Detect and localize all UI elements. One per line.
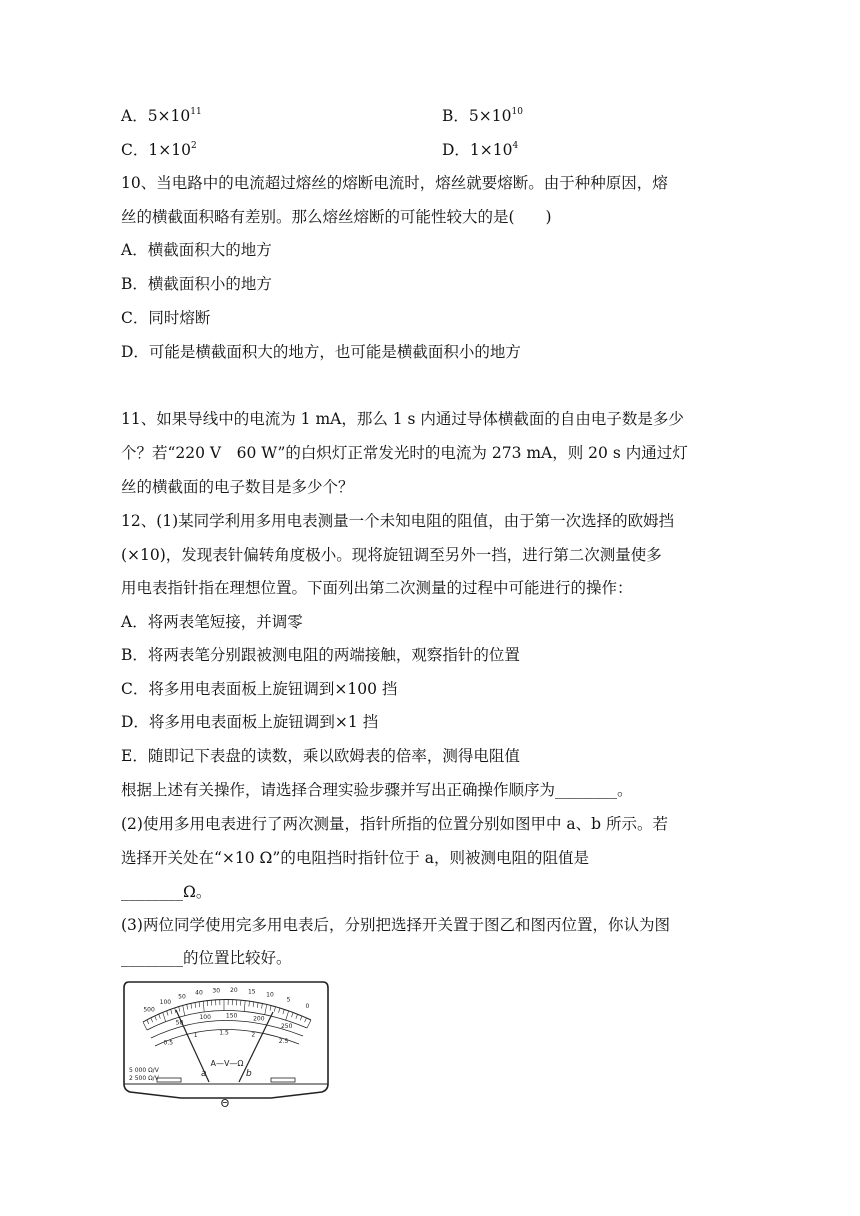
scale-label: 0 — [305, 1003, 310, 1011]
sensitivity-label-2: 2 500 Ω/V — [129, 1075, 159, 1082]
q12-part2-line-3: ________Ω。 — [121, 883, 212, 901]
dial-tick — [274, 1007, 275, 1012]
scale-label: 150 — [225, 1012, 238, 1020]
dial-tick — [270, 1005, 271, 1010]
scale-label: 40 — [195, 989, 203, 997]
dial-tick — [159, 1014, 161, 1019]
q12-option-b: B．将两表笔分别跟被测电阻的两端接触，观察指针的位置 — [121, 646, 520, 664]
q10-stem-line-2: 丝的横截面积略有差别。那么熔丝熔断的可能性较大的是( ) — [121, 208, 552, 226]
pointer-b-label: b — [246, 1069, 252, 1079]
scale-label: 100 — [199, 1013, 211, 1021]
dial-tick — [199, 1002, 200, 1007]
dial-tick — [167, 1011, 168, 1016]
dial-tick — [296, 1014, 298, 1018]
scale-label: 100 — [159, 999, 172, 1007]
q12-line-1: 12、(1)某同学利用多用电表测量一个未知电阻的阻值，由于第一次选择的欧姆挡 — [121, 512, 675, 530]
multimeter-dial-figure — [121, 980, 331, 1112]
q12-part2-line-1: (2)使用多用电表进行了两次测量，指针所指的位置分别如图甲中 a、b 所示。若 — [121, 815, 668, 833]
q10-option-a: A．横截面积大的地方 — [121, 241, 272, 259]
q12-order-prompt: 根据上述有关操作，请选择合理实验步骤并写出正确操作顺序为________。 — [121, 781, 633, 799]
q10-option-d: D．可能是横截面积大的地方，也可能是横截面积小的地方 — [121, 343, 521, 361]
scale-label: 250 — [280, 1022, 293, 1030]
dial-tick — [307, 1020, 311, 1028]
dial-tick — [286, 1011, 289, 1020]
dial-tick — [187, 1004, 188, 1009]
q12-option-a: A．将两表笔短接，并调零 — [121, 613, 303, 631]
dial-tick — [265, 1004, 267, 1014]
dial-tick — [300, 1016, 302, 1020]
q12-part3-line-2: ________的位置比较好。 — [121, 949, 292, 967]
dial-tick — [195, 1002, 196, 1007]
dial-tick — [183, 1005, 185, 1015]
scale-label: 15 — [247, 988, 256, 996]
dial-tick — [151, 1018, 153, 1022]
q12-option-d: D．将多用电表面板上旋钮调到×1 挡 — [121, 713, 379, 731]
dial-tick — [155, 1016, 157, 1020]
q9-option-b: B．$5\times 10^{10}$ — [442, 107, 523, 125]
q9-option-a: A．$5\times 10^{11}$ — [121, 107, 202, 125]
dial-tick — [179, 1007, 180, 1012]
q10-option-b: B．横截面积小的地方 — [121, 275, 272, 293]
q9-option-d: D．$1\times 10^4$ — [442, 141, 519, 159]
dial-tick — [143, 1022, 147, 1030]
q10-stem-line-1: 10、当电路中的电流超过熔丝的熔断电流时，熔丝就要熔断。由于种种原因，熔 — [121, 174, 668, 192]
scale-label: 5 — [286, 996, 291, 1004]
scale-label: 1 — [193, 1032, 198, 1040]
q12-part3-line-1: (3)两位同学使用完多用电表后，分别把选择开关置于图乙和图丙位置，你认为图 — [121, 916, 670, 934]
sensitivity-label-1: 5 000 Ω/V — [129, 1067, 159, 1074]
scale-label: 0.5 — [163, 1039, 174, 1047]
dial-tick — [147, 1020, 149, 1024]
q12-option-e: E．随即记下表盘的读数，乘以欧姆表的倍率，测得电阻值 — [121, 747, 520, 765]
q11-line-2: 个？若“220 V 60 W”的白炽灯正常发光时的电流为 273 mA，则 20 s 内通过灯 — [121, 444, 688, 462]
q12-option-c: C．将多用电表面板上旋钮调到×100 挡 — [121, 680, 398, 698]
dial-tick — [249, 1001, 250, 1006]
scale-label: 1.5 — [219, 1029, 229, 1037]
scale-label: 50 — [178, 993, 186, 1001]
dial-tick — [244, 1001, 245, 1012]
scale-label: 10 — [266, 991, 274, 999]
q12-line-3: 用电表指针指在理想位置。下面列出第二次测量的过程中可能进行的操作： — [121, 579, 633, 597]
dial-tick — [279, 1008, 280, 1013]
dial-tick — [262, 1003, 263, 1008]
q11-line-1: 11、如果导线中的电流为 1 mA，那么 1 s 内通过导体横截面的自由电子数是多少 — [121, 410, 684, 428]
q11-line-3: 丝的横截面的电子数目是多少个？ — [121, 478, 354, 496]
dial-tick — [305, 1018, 307, 1022]
scale-label: 2 — [251, 1031, 256, 1039]
pointer-a-label: a — [201, 1069, 207, 1079]
q12-part2-line-2: 选择开关处在“×10 Ω”的电阻挡时指针位于 a，则被测电阻的阻值是 — [121, 849, 590, 867]
dial-tick — [171, 1009, 172, 1014]
q12-line-2: (×10)，发现表针偏转角度极小。现将旋钮调至另外一挡，进行第二次测量使多 — [121, 546, 662, 564]
dial-tick — [253, 1002, 254, 1007]
dial-tick — [257, 1003, 258, 1008]
q10-option-c: C．同时熔断 — [121, 309, 211, 327]
dial-tick — [283, 1009, 284, 1014]
scale-label: 50 — [175, 1019, 184, 1027]
q9-option-c: C．$1\times 10^2$ — [121, 141, 197, 159]
dial-tick — [163, 1012, 166, 1021]
dial-label: A—V—Ω — [210, 1059, 244, 1068]
zero-adjust-icon: Θ — [220, 1097, 230, 1110]
dial-tick — [191, 1003, 192, 1008]
dial-tick — [292, 1012, 294, 1017]
scale-label: 2.5 — [278, 1037, 289, 1045]
scale-label: 500 — [143, 1006, 155, 1014]
dial-tick — [203, 1001, 204, 1012]
scale-label: 30 — [212, 987, 221, 995]
scale-label: 200 — [253, 1015, 265, 1023]
scale-label: 20 — [230, 987, 238, 995]
